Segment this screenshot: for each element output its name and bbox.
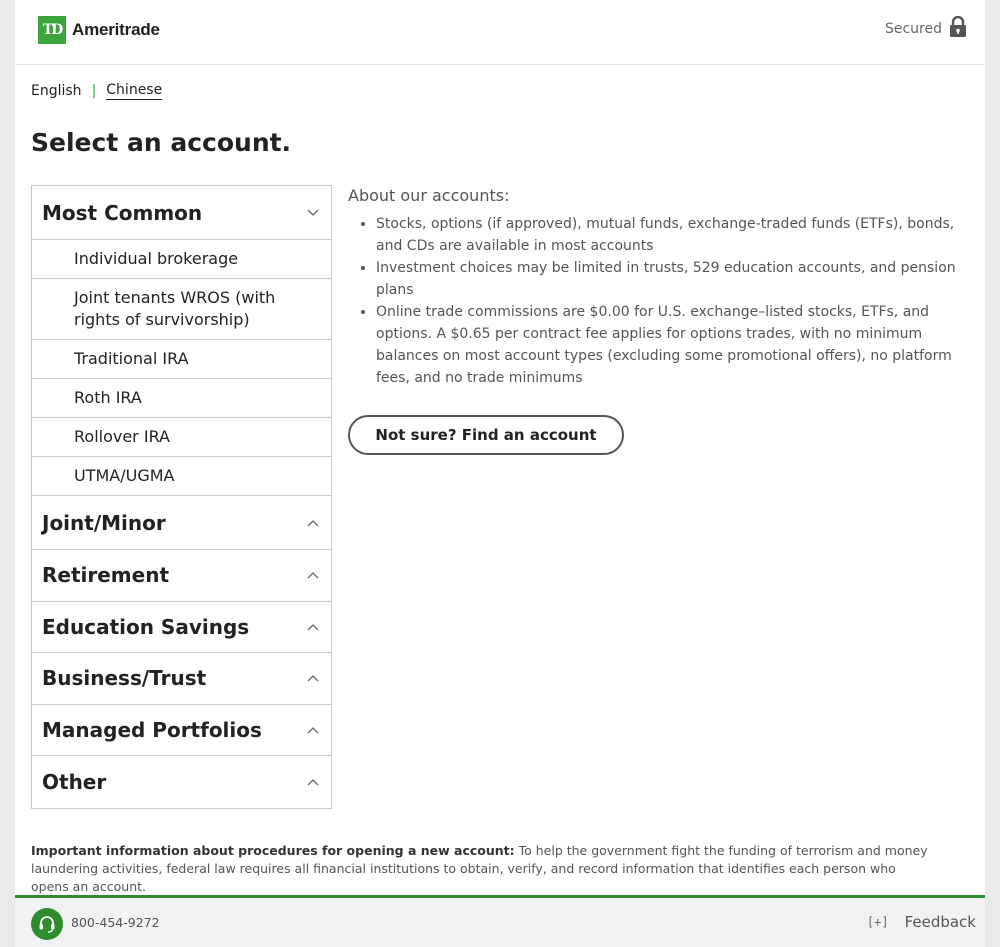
secured-label: Secured [884,21,942,37]
section-education-savings[interactable] [32,602,331,654]
chevron-down-icon [307,209,319,217]
account-traditional-ira[interactable]: Traditional IRA [32,340,331,379]
about-list [348,213,958,389]
important-label: Important information about procedures for opening a new account: [31,843,515,858]
footer-bar [15,895,985,947]
secured-indicator [885,16,967,38]
language-english[interactable]: English [31,83,82,99]
account-individual-brokerage[interactable]: Individual brokerage [32,240,331,279]
section-retirement[interactable] [32,550,331,602]
account-utma-ugma[interactable]: UTMA/UGMA [32,457,331,496]
chevron-up-icon [307,726,319,734]
find-account-button[interactable]: Not sure? Find an account [348,415,624,455]
language-chinese[interactable]: Chinese [106,82,163,98]
page-title: Select an account. [31,128,292,157]
chevron-up-icon [307,571,319,579]
chevron-up-icon [307,519,319,527]
chevron-up-icon [307,674,319,682]
phone-number[interactable]: 800-454-9272 [71,915,160,930]
section-title: Most Common [42,200,203,225]
headset-icon[interactable] [31,908,63,940]
headset-icon-glyph [37,914,57,934]
about-accounts [348,186,958,389]
td-logo-mark: TD [38,16,66,44]
section-title: Other [42,770,107,795]
section-managed-portfolios[interactable] [32,705,331,757]
chevron-up-icon [307,623,319,631]
account-rollover-ira[interactable]: Rollover IRA [32,418,331,457]
section-title: Managed Portfolios [42,718,262,743]
important-information [31,842,931,896]
about-bullet: • Online trade commissions are $0.00 for U.S. exchange–listed stocks, ETFs, and options. A $0.65 per contract fee applies for options trades, with no minimum balances on most account types (excluding some promotional offers), no platform fees, and no trade minimums [376,301,958,389]
account-roth-ira[interactable]: Roth IRA [32,379,331,418]
about-bullet: • Stocks, options (if approved), mutual funds, exchange-traded funds (ETFs), bonds, and CDs are available in most accounts [376,213,958,257]
section-most-common[interactable] [32,186,331,240]
page [15,0,985,947]
language-switcher [31,82,162,100]
about-bullet: • Investment choices may be limited in trusts, 529 education accounts, and pension plans [376,257,958,301]
important-text: To help the government fight the funding of terrorism and money laundering activities, federal law requires all financial institutions to obtain, verify, and record information that identifies each person who opens an account. [31,843,928,894]
chevron-up-icon [307,778,319,786]
section-title: Joint/Minor [42,510,166,535]
lock-icon [949,16,967,38]
section-business-trust[interactable] [32,653,331,705]
section-title: Retirement [42,563,170,588]
account-accordion [31,185,332,809]
about-title: About our accounts: [348,186,510,205]
logo-text: Ameritrade [72,20,160,39]
section-joint-minor[interactable] [32,496,331,550]
language-separator: | [91,83,97,99]
section-title: Education Savings [42,614,250,639]
plus-icon: [+] [866,915,889,929]
feedback-label: Feedback [904,913,976,931]
site-header [15,0,985,65]
section-title: Business/Trust [42,666,207,691]
feedback-button[interactable] [867,913,976,931]
section-other[interactable] [32,756,331,808]
td-ameritrade-logo[interactable] [38,16,160,44]
account-joint-tenants-wros[interactable]: Joint tenants WROS (with rights of survivorship) [32,279,331,340]
